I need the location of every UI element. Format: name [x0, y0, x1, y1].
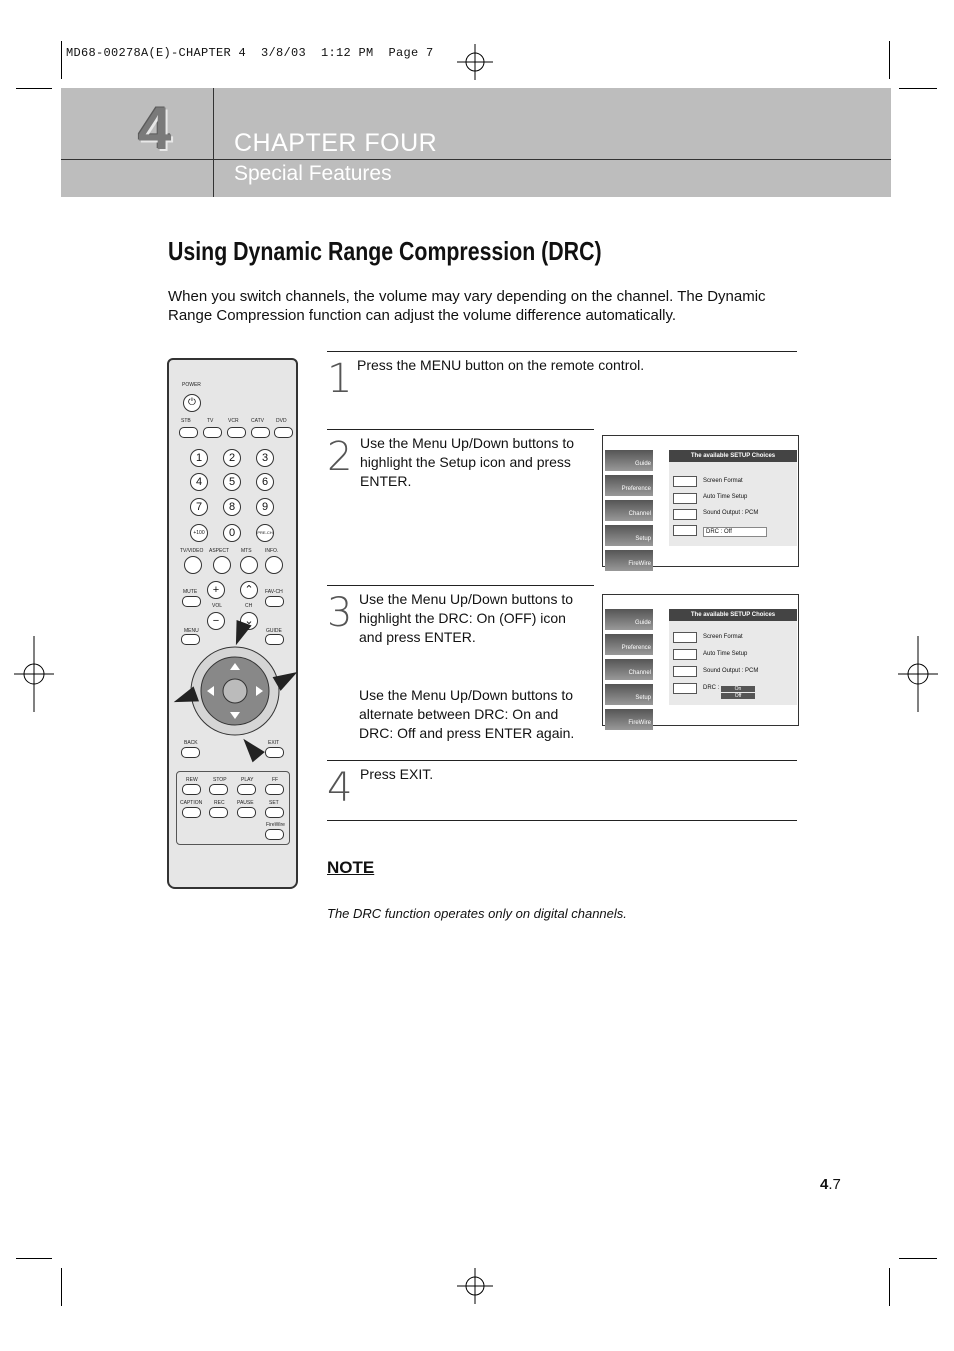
step-number: 3 [327, 590, 353, 636]
menu-icon-preference: Preference [605, 475, 653, 496]
step-rule [327, 585, 594, 586]
digit-button: 9 [256, 498, 274, 516]
setup-screen-step3 [602, 594, 799, 726]
func-label: TV/VIDEO [180, 548, 204, 554]
page-title: Using Dynamic Range Compression (DRC) [168, 236, 602, 266]
source-label-stb: STB [181, 418, 191, 424]
step-number: 2 [327, 434, 353, 480]
digit-button: 5 [223, 473, 241, 491]
menu-icon-firewire: FireWire [605, 550, 653, 571]
crop-mark [889, 41, 890, 79]
digit-button: 8 [223, 498, 241, 516]
drc-choice-off: Off [721, 693, 755, 699]
func-label: INFO. [265, 548, 279, 554]
source-button [179, 427, 198, 438]
pointer-arrow-icon [228, 620, 251, 648]
crop-mark [889, 1268, 890, 1306]
source-button [227, 427, 246, 438]
caption-button [182, 807, 201, 818]
step-text: Use the Menu Up/Down buttons to highlight the DRC: On (OFF) icon and press ENTER. [359, 591, 574, 645]
ff-button [265, 784, 284, 795]
option-screen-format: Screen Format [703, 478, 743, 484]
step-text: Use the Menu Up/Down buttons to highlight the Setup icon and press ENTER. [360, 435, 575, 489]
sound-output-icon [673, 666, 697, 677]
set-button [265, 807, 284, 818]
print-header: MD68-00278A(E)-CHAPTER 4 3/8/03 1:12 PM Page 7 [66, 46, 434, 60]
ch-up-button: ⌃ [240, 581, 258, 599]
menu-icon-channel: Channel [605, 659, 653, 680]
digit-button: PRE-CH [256, 524, 274, 542]
func-button [265, 556, 283, 574]
chapter-title: CHAPTER FOUR [234, 129, 438, 157]
navigation-pad-icon [189, 645, 281, 737]
func-button [184, 556, 202, 574]
registration-mark-right [898, 636, 938, 712]
menu-icon-setup: Setup [605, 525, 653, 546]
crop-mark [61, 41, 62, 79]
fav-ch-label: FAV-CH [265, 589, 283, 595]
digit-button: 4 [190, 473, 208, 491]
step-text-secondary: Use the Menu Up/Down buttons to alternate between DRC: On and DRC: Off and press ENTER again. [359, 687, 575, 741]
crop-mark [899, 88, 937, 89]
menu-icon-column [605, 450, 653, 575]
setup-panel-header: The available SETUP Choices [669, 450, 797, 462]
option-screen-format: Screen Format [703, 634, 743, 640]
ch-label: CH [245, 603, 253, 609]
intro-paragraph: When you switch channels, the volume may vary depending on the channel. The Dynamic Range Compression function can adjust the volume difference automatically. [168, 288, 766, 324]
digit-button: 1 [190, 449, 208, 467]
option-auto-time: Auto Time Setup [703, 494, 748, 500]
exit-label: EXIT [268, 740, 280, 746]
transport-label: STOP [213, 777, 227, 783]
source-label-tv: TV [207, 418, 214, 424]
digit-button: 3 [256, 449, 274, 467]
guide-label: GUIDE [266, 628, 282, 634]
transport-label: REC [214, 800, 225, 806]
note-text: The DRC function operates only on digital channels. [327, 906, 627, 921]
back-label: BACK [184, 740, 198, 746]
note-heading: NOTE [327, 858, 375, 877]
digit-button: 6 [256, 473, 274, 491]
power-icon: ⏻ [183, 394, 201, 412]
fav-ch-button [265, 596, 284, 607]
back-button [181, 747, 200, 758]
menu-icon-guide: Guide [605, 450, 653, 471]
rew-button [182, 784, 201, 795]
vol-label: VOL [212, 603, 223, 609]
source-button [251, 427, 270, 438]
drc-choice-on: On [721, 686, 755, 692]
registration-mark-left [14, 636, 54, 712]
step-rule [327, 351, 797, 352]
digit-button: +100 [190, 524, 208, 542]
menu-icon-preference: Preference [605, 634, 653, 655]
func-button [213, 556, 231, 574]
option-drc: DRC : Off [703, 527, 767, 537]
chapter-vertical-divider [213, 88, 214, 197]
drc-speaker-icon [673, 525, 697, 536]
step-rule [327, 760, 797, 761]
screen-format-icon [673, 632, 697, 643]
chapter-subtitle: Special Features [234, 162, 392, 185]
stop-button [209, 784, 228, 795]
menu-button [181, 634, 200, 645]
exit-button [265, 747, 284, 758]
step-text: Press EXIT. [360, 766, 434, 782]
ch-down-button: ⌄ [240, 612, 258, 630]
transport-label: CAPTION [180, 800, 203, 806]
pause-button [237, 807, 256, 818]
play-button [237, 784, 256, 795]
source-button [203, 427, 222, 438]
menu-label: MENU [184, 628, 199, 634]
rec-button [209, 807, 228, 818]
guide-button [265, 634, 284, 645]
source-button [274, 427, 293, 438]
transport-label: FF [272, 777, 279, 783]
source-label-vcr: VCR [228, 418, 239, 424]
drc-speaker-icon [673, 683, 697, 694]
step-text: Press the MENU button on the remote control. [357, 357, 645, 373]
pointer-arrow-icon [237, 734, 265, 763]
menu-icon-setup: Setup [605, 684, 653, 705]
setup-panel-header: The available SETUP Choices [669, 609, 797, 621]
setup-screen-step2 [602, 435, 799, 567]
option-sound-output: Sound Output : PCM [703, 668, 759, 674]
step-number: 4 [327, 765, 353, 811]
page-number [820, 1176, 841, 1193]
source-label-catv: CATV [251, 418, 264, 424]
firewire-label: FireWire [266, 822, 285, 828]
step-rule [327, 820, 797, 821]
remote-control-illustration [167, 358, 298, 889]
step-rule [327, 429, 594, 430]
firewire-button [265, 829, 284, 840]
digit-button: 7 [190, 498, 208, 516]
mute-label: MUTE [183, 589, 198, 595]
clock-icon [673, 493, 697, 504]
transport-label: SET [269, 800, 279, 806]
crop-mark [16, 88, 52, 89]
mute-button [182, 596, 201, 607]
page-number-page: .7 [828, 1176, 841, 1193]
power-label: POWER [182, 382, 201, 388]
func-label: ASPECT [209, 548, 230, 554]
screen-format-icon [673, 476, 697, 487]
digit-button: 2 [223, 449, 241, 467]
source-label-dvd: DVD [276, 418, 287, 424]
page-number-chapter: 4 [820, 1176, 829, 1193]
vol-up-button: + [207, 581, 225, 599]
option-drc: DRC : [703, 685, 720, 691]
transport-label: PLAY [241, 777, 254, 783]
menu-icon-guide: Guide [605, 609, 653, 630]
transport-label: PAUSE [237, 800, 254, 806]
func-button [240, 556, 258, 574]
menu-icon-column [605, 609, 653, 734]
vol-down-button: − [207, 612, 225, 630]
step-number: 1 [327, 356, 353, 402]
crop-mark [16, 1258, 52, 1259]
option-auto-time: Auto Time Setup [703, 651, 748, 657]
registration-mark-bottom [455, 1268, 495, 1304]
sound-output-icon [673, 509, 697, 520]
registration-mark-top [455, 44, 495, 80]
crop-mark [899, 1258, 937, 1259]
digit-button: 0 [223, 524, 241, 542]
func-label: MTS [241, 548, 252, 554]
clock-icon [673, 649, 697, 660]
menu-icon-channel: Channel [605, 500, 653, 521]
menu-icon-firewire: FireWire [605, 709, 653, 730]
transport-label: REW [186, 777, 198, 783]
chapter-number: 4 [138, 95, 172, 162]
crop-mark [61, 1268, 62, 1306]
option-sound-output: Sound Output : PCM [703, 510, 759, 516]
